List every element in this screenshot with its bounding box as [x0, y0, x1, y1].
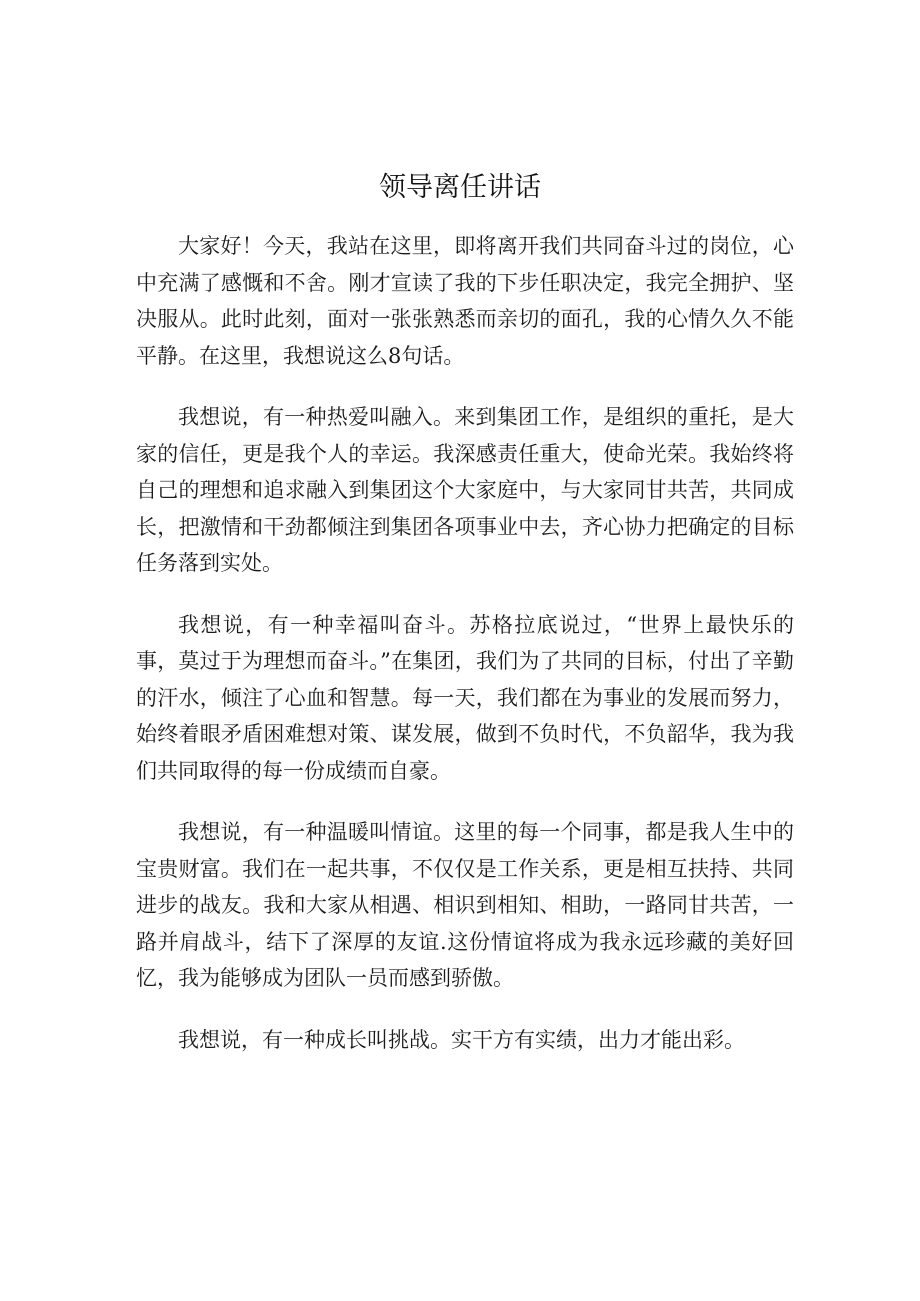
paragraph-greeting: 大家好！今天，我站在这里，即将离开我们共同奋斗过的岗位，心中充满了感慨和不舍。刚才宣读了我的下步任职决定，我完全拥护、坚决服从。此时此刻，面对一张张熟悉而亲切的面孔，我的心情久久不能平静。在这里，我想说这么8句话。 [136, 234, 794, 368]
paragraph-happiness-struggle: 我想说，有一种幸福叫奋斗。苏格拉底说过，“世界上最快乐的事，莫过于为理想而奋斗。”在集团，我们为了共同的目标，付出了辛勤的汗水，倾注了心血和智慧。每一天，我们都在为事业的发展而努力，始终着眼矛盾困难想对策、谋发展，做到不负时代，不负韶华，我为我们共同取得的每一份成绩而自豪。 [136, 612, 794, 783]
paragraph-growth-challenge: 我想说，有一种成长叫挑战。实干方有实绩，出力才能出彩。 [178, 1027, 745, 1052]
paragraph-love-integration: 我想说，有一种热爱叫融入。来到集团工作，是组织的重托，是大家的信任，更是我个人的幸运。我深感责任重大，使命光荣。我始终将自己的理想和追求融入到集团这个大家庭中，与大家同甘共苦，共同成长，把激情和干劲都倾注到集团各项事业中去，齐心协力把确定的目标任务落到实处。 [136, 405, 794, 575]
document-body [136, 228, 794, 1083]
paragraph-warmth-friendship: 我想说，有一种温暖叫情谊。这里的每一个同事，都是我人生中的宝贵财富。我们在一起共事，不仅仅是工作关系，更是相互扶持、共同进步的战友。我和大家从相遇、相识到相知、相助，一路同甘共苦，一路并肩战斗，结下了深厚的友谊.这份情谊将成为我永远珍藏的美好回忆，我为能够成为团队一员而感到骄傲。 [136, 820, 794, 990]
document-title: 领导离任讲话 [379, 172, 541, 203]
